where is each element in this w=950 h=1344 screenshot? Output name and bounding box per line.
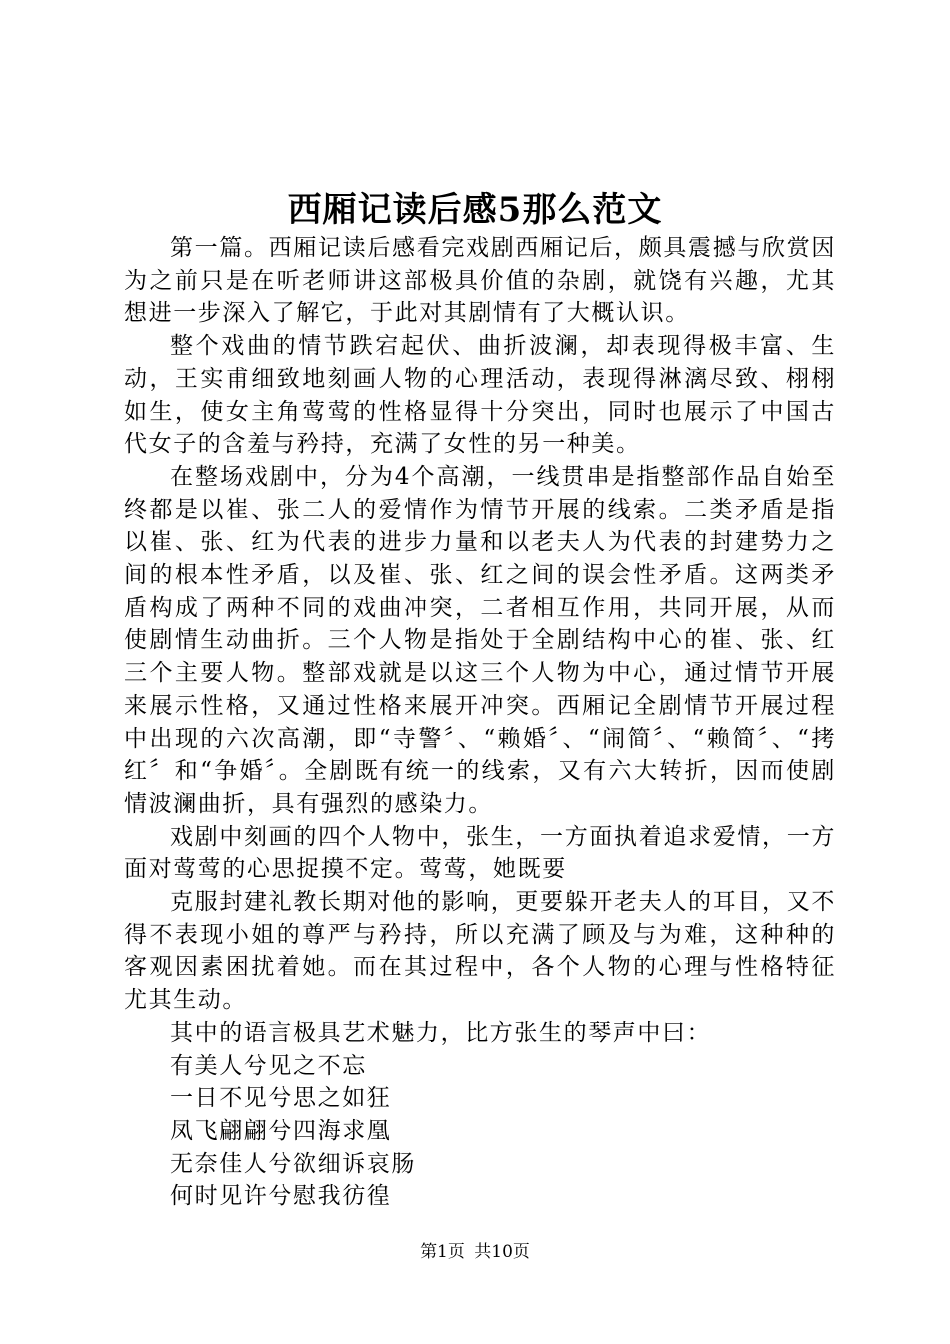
document-title: 西厢记读后感5那么范文 <box>287 190 663 230</box>
verse-line: 何时见许兮慰我彷徨 <box>170 1183 392 1210</box>
page-number-footer: 第1页 共10页 <box>420 1242 530 1262</box>
verse-line: 无奈佳人兮欲细诉哀肠 <box>170 1150 416 1177</box>
document-body <box>124 232 836 1213</box>
paragraph: 克服封建礼教长期对他的影响，更要躲开老夫人的耳目，又不得不表现小姐的尊严与矜持，所以充满了顾及与为难，这种种的客观因素困扰着她。而在其过程中，各个人物的心理与性格特征尤其生动。 <box>124 889 836 1014</box>
verse-line: 一日不见兮思之如狂 <box>170 1085 392 1112</box>
paragraph: 在整场戏剧中，分为4个高潮，一线贯串是指整部作品自始至终都是以崔、张二人的爱情作为情节开展的线索。二类矛盾是指以崔、张、红为代表的进步力量和以老夫人为代表的封建势力之间的根本性矛盾，以及崔、张、红之间的误会性矛盾。这两类矛盾构成了两种不同的戏曲冲突，二者相互作用，共同开展，从而使剧情生动曲折。三个人物是指处于全剧结构中心的崔、张、红三个主要人物。整部戏就是以这三个人物为中心，通过情节开展来展示性格，又通过性格来展开冲突。西厢记全剧情节开展过程中出现的六次高潮，即“寺警〞、“赖婚〞、“闹简〞、“赖简〞、“拷红〞和“争婚〞。全剧既有统一的线索，又有六大转折，因而使剧情波澜曲折，具有强烈的感染力。 <box>124 463 836 817</box>
verse-line: 有美人兮见之不忘 <box>170 1052 367 1079</box>
paragraph: 其中的语言极具艺术魅力，比方张生的琴声中曰： <box>170 1019 712 1046</box>
paragraph: 整个戏曲的情节跌宕起伏、曲折波澜，却表现得极丰富、生动，王实甫细致地刻画人物的心理活动，表现得淋漓尽致、栩栩如生，使女主角莺莺的性格显得十分突出，同时也展示了中国古代女子的含羞与矜持，充满了女性的另一种美。 <box>124 333 836 458</box>
paragraph: 第一篇。西厢记读后感看完戏剧西厢记后，颇具震撼与欣赏因为之前只是在听老师讲这部极具价值的杂剧，就饶有兴趣，尤其想进一步深入了解它，于此对其剧情有了大概认识。 <box>124 235 836 327</box>
verse-line: 凤飞翩翩兮四海求凰 <box>170 1117 392 1144</box>
paragraph: 戏剧中刻画的四个人物中，张生，一方面执着追求爱情，一方面对莺莺的心思捉摸不定。莺莺，她既要 <box>124 823 836 883</box>
